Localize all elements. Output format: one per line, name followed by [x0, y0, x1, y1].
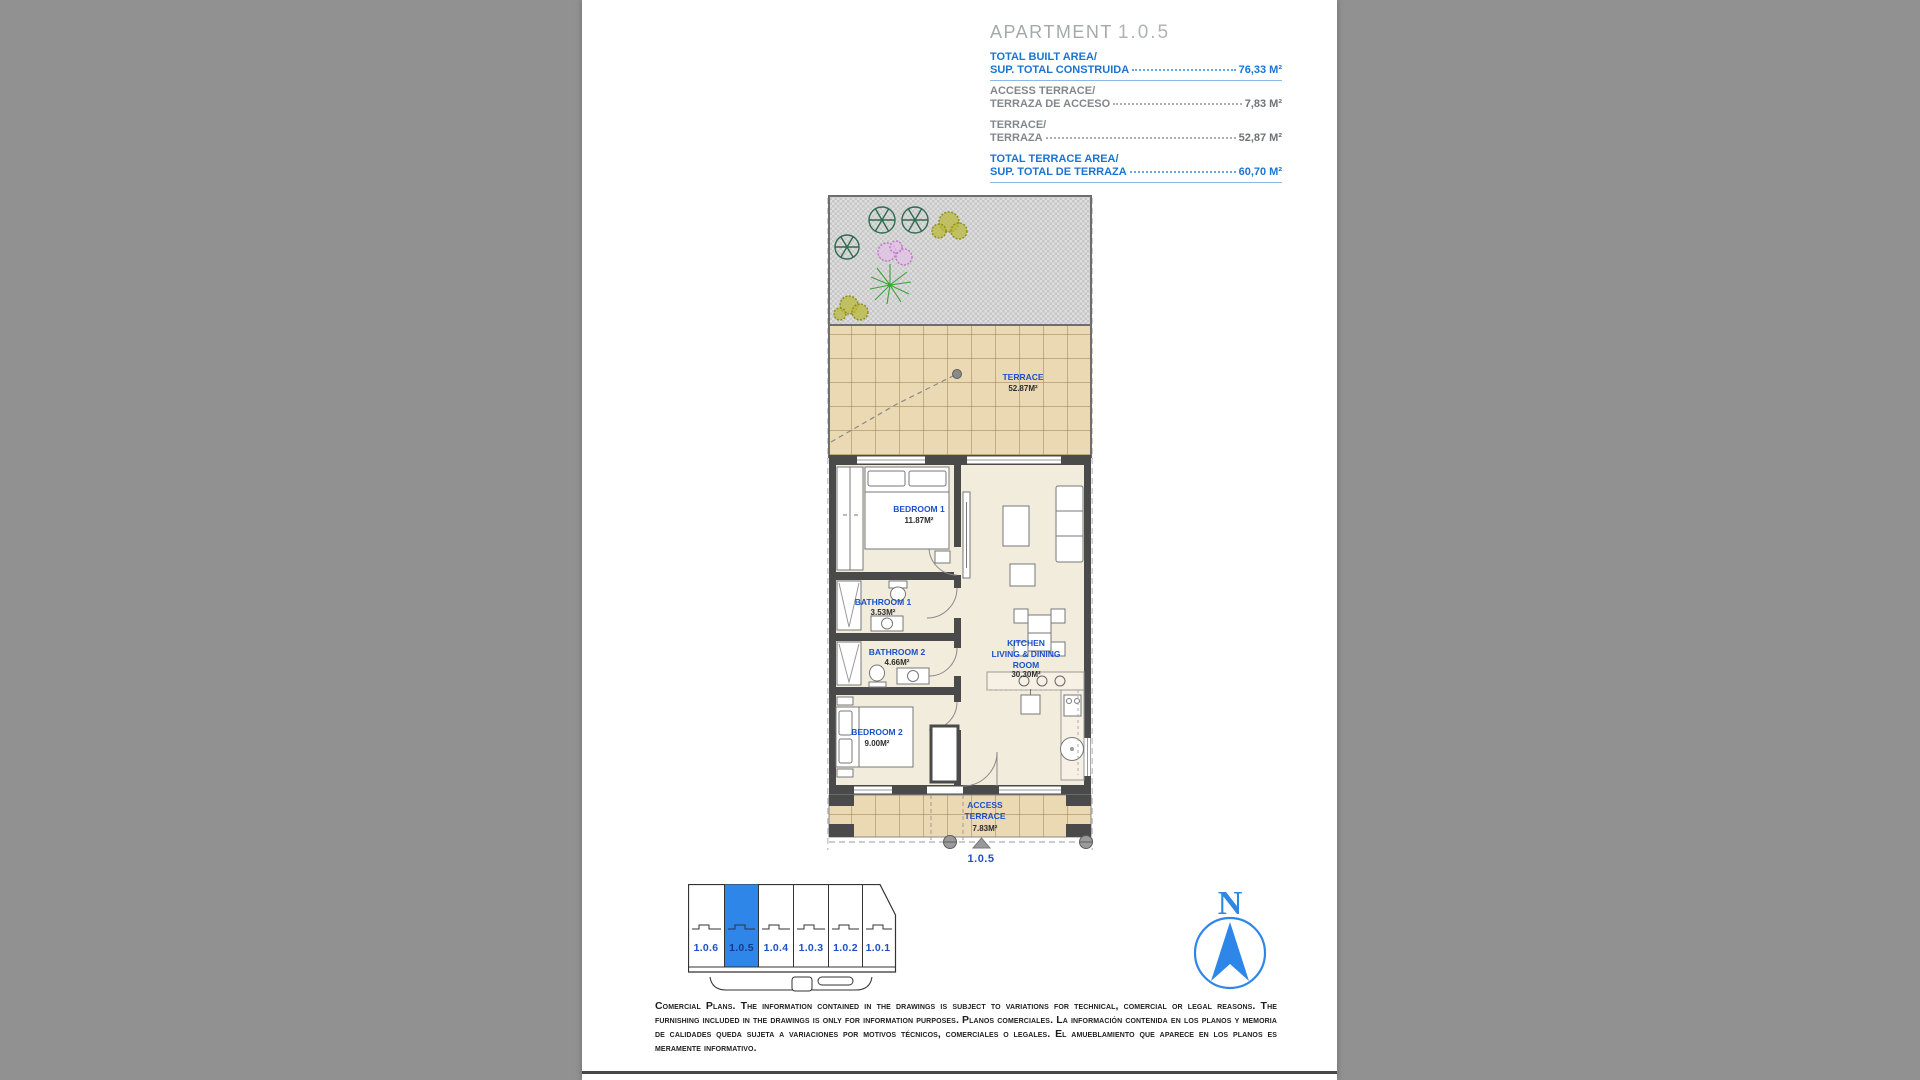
apartment-title-label: APARTMENT — [990, 22, 1113, 42]
area-row-value: 7,83 M² — [1244, 98, 1282, 110]
area-row-line2 — [990, 166, 1282, 179]
building-base-detail — [710, 977, 872, 991]
area-row-access-terrace — [990, 85, 1282, 115]
unit-label: 1.0.6 — [693, 942, 719, 954]
bathroom1-label: BATHROOM 1 — [854, 597, 912, 607]
area-row-label: SUP. TOTAL DE TERRAZA — [990, 166, 1127, 178]
terrace-drain-icon — [953, 370, 962, 379]
kitchen-area-value: 30.30M² — [1011, 670, 1041, 679]
legal-disclaimer: Comercial Plans. The information contained in the drawings is subject to variations for technical, comercial or legal reasons. The furnishing included in the drawings is only for information purposes. Planos comerciales. La información contenida en los planos y memoria de calidades queda sujeta a variaciones por motivos técnicos, comerciales o legales. El amueblamiento que aparece en los planos es meramente informativo. — [655, 1000, 1277, 1054]
north-arrow-icon — [1211, 922, 1249, 981]
bedroom2-label: BEDROOM 2 — [851, 727, 903, 737]
north-compass — [1192, 882, 1268, 1004]
dot-leader — [1130, 171, 1236, 173]
unit-label: 1.0.1 — [865, 942, 891, 954]
apartment-title-unit: 1.0.5 — [1117, 22, 1171, 43]
kitchen-label-line1: KITCHEN — [1007, 638, 1045, 648]
bedroom1-area-value: 11.87M² — [904, 516, 934, 525]
access-terrace-label-line2: TERRACE — [964, 811, 1006, 821]
area-row-line1: TOTAL TERRACE AREA/ — [990, 153, 1119, 165]
bedroom2-furniture — [836, 697, 913, 777]
page-title — [990, 22, 1282, 44]
dot-leader — [1046, 137, 1236, 139]
area-row-value: 60,70 M² — [1238, 166, 1282, 178]
access-terrace-area — [829, 795, 1091, 840]
dot-leader — [1132, 69, 1235, 71]
terrace-area-value: 52.87M² — [1008, 384, 1038, 393]
bathroom2-area-value: 4.66M² — [884, 658, 910, 667]
area-row-total-terrace — [990, 153, 1282, 183]
area-row-line1: TOTAL BUILT AREA/ — [990, 51, 1097, 63]
area-row-total-built — [990, 51, 1282, 81]
unit-105-highlight — [725, 885, 759, 968]
area-row-line1: TERRACE/ — [990, 119, 1047, 131]
page-bottom-rule — [582, 1071, 1337, 1074]
dot-leader — [1113, 103, 1242, 105]
bathroom2-label: BATHROOM 2 — [868, 647, 926, 657]
access-terrace-area-value: 7.83M² — [972, 824, 998, 833]
bedroom1-label: BEDROOM 1 — [893, 504, 945, 514]
entrance-arrow-icon — [973, 838, 990, 848]
building-key-diagram — [688, 884, 898, 1002]
area-row-value: 76,33 M² — [1238, 64, 1282, 76]
unit-label: 1.0.2 — [833, 942, 858, 954]
access-terrace-label-line1: ACCESS — [967, 800, 1003, 810]
area-row-line2 — [990, 132, 1282, 145]
apartment-summary — [990, 22, 1282, 187]
floor-plan — [827, 190, 1093, 870]
area-row-label: TERRAZA DE ACCESO — [990, 98, 1111, 110]
terrace-area — [829, 325, 1091, 457]
unit-label-highlighted: 1.0.5 — [729, 942, 754, 954]
plan-sheet-page — [582, 0, 1337, 1080]
area-row-value: 52,87 M² — [1238, 132, 1282, 144]
area-row-line1: ACCESS TERRACE/ — [990, 85, 1096, 97]
area-row-line2 — [990, 98, 1282, 111]
area-row-line2 — [990, 64, 1282, 77]
area-row-label: TERRAZA — [990, 132, 1043, 144]
bedroom2-area-value: 9.00M² — [864, 739, 890, 748]
unit-label: 1.0.4 — [763, 942, 789, 954]
building-outline — [689, 885, 896, 973]
garden-area — [829, 196, 1091, 325]
terrace-label: TERRACE — [1002, 372, 1044, 382]
entry-closet — [931, 726, 958, 782]
kitchen-label-line3: ROOM — [1012, 660, 1040, 670]
north-label: N — [1217, 885, 1243, 922]
area-row-terrace — [990, 119, 1282, 149]
bathroom1-area-value: 3.53M² — [870, 608, 896, 617]
kitchen-label-line2: LIVING & DINING — [991, 649, 1061, 659]
area-row-label: SUP. TOTAL CONSTRUIDA — [990, 64, 1130, 76]
unit-label: 1.0.3 — [798, 942, 824, 954]
unit-number-marker: 1.0.5 — [967, 853, 995, 865]
